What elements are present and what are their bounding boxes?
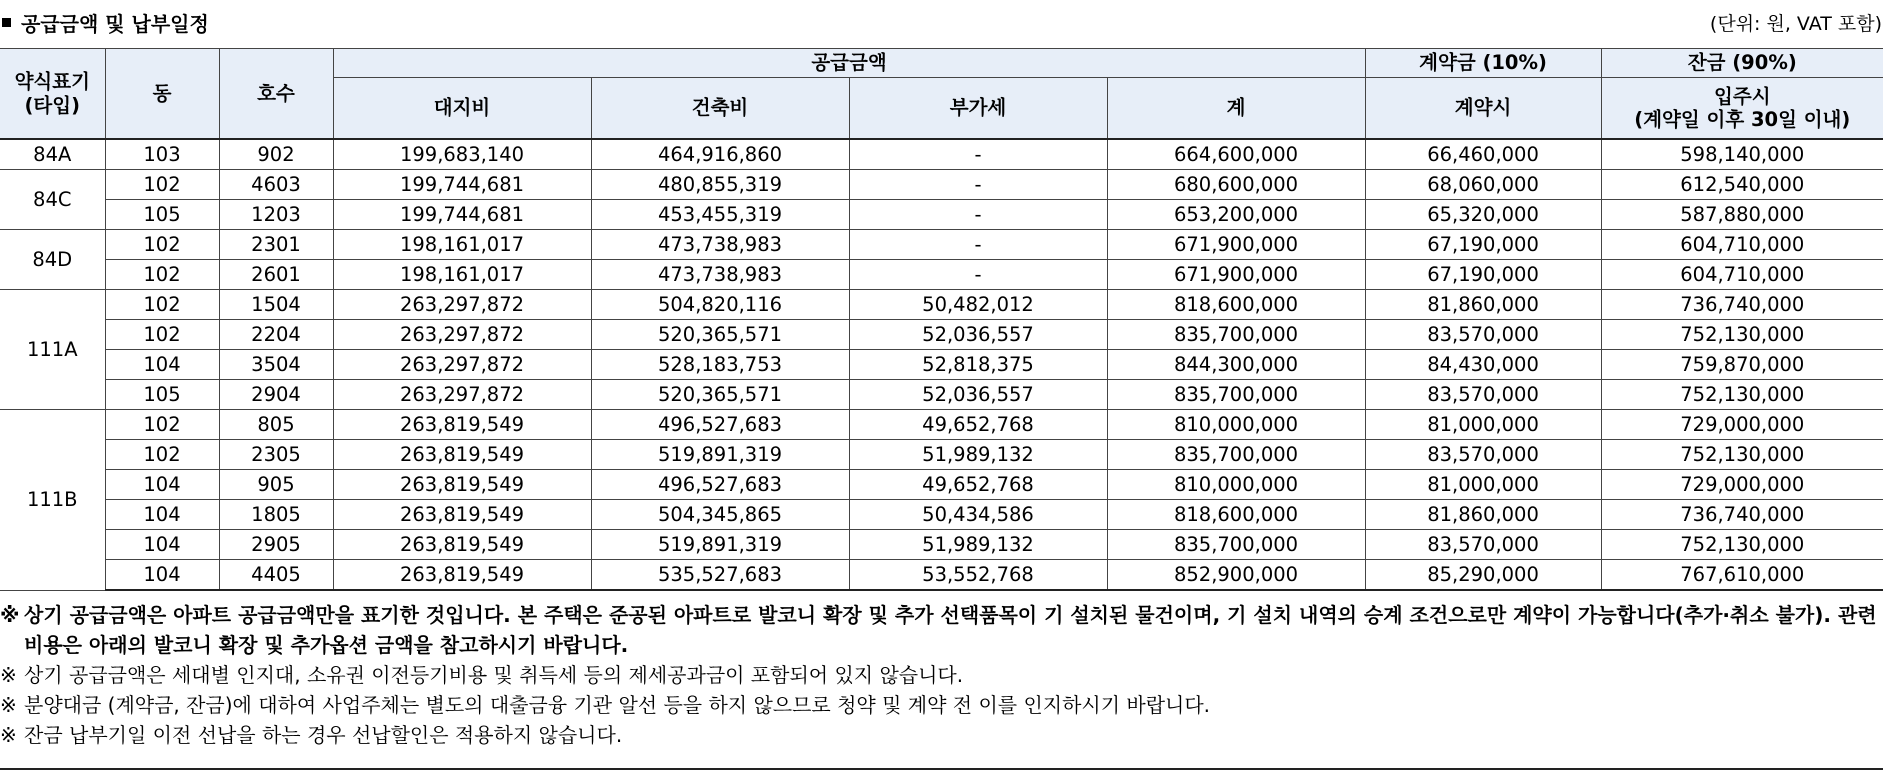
cell-total: 664,600,000	[1107, 139, 1365, 170]
cell-deposit: 67,190,000	[1365, 260, 1601, 290]
cell-ho: 902	[219, 139, 333, 170]
cell-deposit: 68,060,000	[1365, 170, 1601, 200]
cell-ho: 4603	[219, 170, 333, 200]
note-text: 분양대금 (계약금, 잔금)에 대하여 사업주체는 별도의 대출금융 기관 알선 등을 하지 않으므로 청약 및 계약 전 이를 인지하시기 바랍니다.	[24, 693, 1211, 717]
cell-land: 199,744,681	[333, 170, 591, 200]
table-row	[0, 139, 1883, 170]
cell-total: 671,900,000	[1107, 260, 1365, 290]
cell-balance: 729,000,000	[1601, 410, 1883, 440]
cell-balance: 736,740,000	[1601, 290, 1883, 320]
note-text: 상기 공급금액은 세대별 인지대, 소유권 이전등기비용 및 취득세 등의 제세공과금이 포함되어 있지 않습니다.	[24, 663, 964, 687]
header-deposit-sub: 계약시	[1365, 78, 1601, 140]
cell-deposit: 83,570,000	[1365, 380, 1601, 410]
cell-dong: 103	[105, 139, 219, 170]
cell-vat: 51,989,132	[849, 530, 1107, 560]
table-row	[0, 290, 1883, 320]
cell-dong: 104	[105, 470, 219, 500]
table-row	[0, 350, 1883, 380]
cell-ho: 805	[219, 410, 333, 440]
header-balance-sub-note: (계약일 이후 30일 이내)	[1634, 108, 1851, 131]
cell-balance: 604,710,000	[1601, 230, 1883, 260]
cell-ho: 2601	[219, 260, 333, 290]
header-total: 계	[1107, 78, 1365, 140]
cell-balance: 759,870,000	[1601, 350, 1883, 380]
cell-vat: -	[849, 170, 1107, 200]
table-row	[0, 200, 1883, 230]
cell-balance: 604,710,000	[1601, 260, 1883, 290]
cell-dong: 102	[105, 440, 219, 470]
cell-deposit: 65,320,000	[1365, 200, 1601, 230]
cell-type: 111B	[0, 410, 105, 591]
cell-vat: -	[849, 139, 1107, 170]
cell-dong: 102	[105, 320, 219, 350]
cell-deposit: 84,430,000	[1365, 350, 1601, 380]
note-text: 잔금 납부기일 이전 선납을 하는 경우 선납할인은 적용하지 않습니다.	[24, 723, 623, 747]
cell-balance: 587,880,000	[1601, 200, 1883, 230]
cell-build: 504,345,865	[591, 500, 849, 530]
cell-land: 263,819,549	[333, 440, 591, 470]
cell-vat: 49,652,768	[849, 470, 1107, 500]
cell-vat: 53,552,768	[849, 560, 1107, 591]
cell-dong: 102	[105, 230, 219, 260]
cell-build: 528,183,753	[591, 350, 849, 380]
cell-build: 480,855,319	[591, 170, 849, 200]
section-title-text: 공급금액 및 납부일정	[21, 11, 209, 36]
cell-land: 198,161,017	[333, 260, 591, 290]
cell-land: 199,683,140	[333, 139, 591, 170]
cell-ho: 1504	[219, 290, 333, 320]
cell-balance: 736,740,000	[1601, 500, 1883, 530]
cell-land: 263,819,549	[333, 530, 591, 560]
header-supply: 공급금액	[333, 49, 1365, 78]
header-vat: 부가세	[849, 78, 1107, 140]
header-type-label: 약식표기	[14, 70, 90, 94]
cell-land: 198,161,017	[333, 230, 591, 260]
cell-total: 818,600,000	[1107, 290, 1365, 320]
header-build: 건축비	[591, 78, 849, 140]
unit-note: (단위: 원, VAT 포함)	[1709, 12, 1882, 35]
table-row	[0, 320, 1883, 350]
cell-type: 84A	[0, 139, 105, 170]
table-row	[0, 410, 1883, 440]
header-ho: 호수	[219, 49, 333, 140]
cell-land: 263,297,872	[333, 350, 591, 380]
cell-vat: 52,818,375	[849, 350, 1107, 380]
cell-balance: 612,540,000	[1601, 170, 1883, 200]
title-row	[0, 4, 1882, 40]
table-row	[0, 560, 1883, 591]
cell-ho: 905	[219, 470, 333, 500]
header-deposit: 계약금 (10%)	[1365, 49, 1601, 78]
square-bullet-icon	[2, 18, 11, 27]
cell-land: 263,819,549	[333, 560, 591, 591]
cell-deposit: 83,570,000	[1365, 440, 1601, 470]
bottom-divider	[0, 768, 1883, 770]
cell-ho: 1203	[219, 200, 333, 230]
cell-deposit: 81,000,000	[1365, 410, 1601, 440]
cell-deposit: 85,290,000	[1365, 560, 1601, 591]
cell-deposit: 81,000,000	[1365, 470, 1601, 500]
cell-dong: 102	[105, 410, 219, 440]
cell-total: 818,600,000	[1107, 500, 1365, 530]
cell-deposit: 81,860,000	[1365, 500, 1601, 530]
notes	[0, 600, 1883, 750]
cell-vat: 50,482,012	[849, 290, 1107, 320]
cell-type: 84C	[0, 170, 105, 230]
cell-vat: -	[849, 200, 1107, 230]
table-row	[0, 440, 1883, 470]
cell-deposit: 66,460,000	[1365, 139, 1601, 170]
cell-deposit: 81,860,000	[1365, 290, 1601, 320]
cell-build: 520,365,571	[591, 320, 849, 350]
header-land: 대지비	[333, 78, 591, 140]
cell-build: 496,527,683	[591, 470, 849, 500]
cell-ho: 2301	[219, 230, 333, 260]
cell-balance: 752,130,000	[1601, 440, 1883, 470]
cell-build: 496,527,683	[591, 410, 849, 440]
cell-vat: 52,036,557	[849, 320, 1107, 350]
cell-dong: 102	[105, 290, 219, 320]
cell-total: 835,700,000	[1107, 530, 1365, 560]
reference-mark-icon: ※	[0, 603, 20, 627]
cell-balance: 752,130,000	[1601, 530, 1883, 560]
cell-ho: 2305	[219, 440, 333, 470]
cell-vat: -	[849, 260, 1107, 290]
cell-dong: 102	[105, 260, 219, 290]
cell-build: 473,738,983	[591, 260, 849, 290]
cell-ho: 3504	[219, 350, 333, 380]
cell-balance: 767,610,000	[1601, 560, 1883, 591]
cell-total: 810,000,000	[1107, 410, 1365, 440]
cell-ho: 4405	[219, 560, 333, 591]
header-balance-sub	[1601, 78, 1883, 140]
cell-balance: 752,130,000	[1601, 380, 1883, 410]
table-row	[0, 380, 1883, 410]
cell-land: 263,297,872	[333, 290, 591, 320]
cell-dong: 104	[105, 500, 219, 530]
cell-land: 263,819,549	[333, 470, 591, 500]
table-row	[0, 470, 1883, 500]
cell-type: 111A	[0, 290, 105, 410]
cell-total: 835,700,000	[1107, 380, 1365, 410]
cell-ho: 2905	[219, 530, 333, 560]
cell-vat: 51,989,132	[849, 440, 1107, 470]
cell-build: 519,891,319	[591, 440, 849, 470]
cell-ho: 2904	[219, 380, 333, 410]
table-row	[0, 170, 1883, 200]
cell-deposit: 83,570,000	[1365, 530, 1601, 560]
note-item	[0, 690, 1883, 720]
table-row	[0, 530, 1883, 560]
reference-mark-icon: ※	[0, 693, 17, 717]
cell-deposit: 67,190,000	[1365, 230, 1601, 260]
table-row	[0, 260, 1883, 290]
cell-build: 520,365,571	[591, 380, 849, 410]
cell-dong: 105	[105, 380, 219, 410]
cell-balance: 598,140,000	[1601, 139, 1883, 170]
section-title	[0, 8, 209, 37]
table-body	[0, 139, 1883, 590]
table-row	[0, 500, 1883, 530]
cell-total: 671,900,000	[1107, 230, 1365, 260]
cell-deposit: 83,570,000	[1365, 320, 1601, 350]
cell-total: 835,700,000	[1107, 320, 1365, 350]
note-text: 상기 공급금액은 아파트 공급금액만을 표기한 것입니다. 본 주택은 준공된 아파트로 발코니 확장 및 추가 선택품목이 기 설치된 물건이며, 기 설치 내역의 승계 조건으로만 계약이 가능합니다(추가·취소 불가). 관련 비용은 아래의 발코니 확장 및 추가옵션 금액을 참고하시기 바랍니다.	[24, 603, 1877, 657]
cell-land: 263,819,549	[333, 410, 591, 440]
cell-build: 464,916,860	[591, 139, 849, 170]
note-item	[0, 600, 1883, 660]
header-balance-sub-label: 입주시	[1714, 84, 1771, 108]
note-item	[0, 720, 1883, 750]
cell-build: 519,891,319	[591, 530, 849, 560]
cell-build: 504,820,116	[591, 290, 849, 320]
header-type	[0, 49, 105, 140]
cell-vat: -	[849, 230, 1107, 260]
reference-mark-icon: ※	[0, 723, 17, 747]
cell-build: 535,527,683	[591, 560, 849, 591]
cell-land: 263,297,872	[333, 320, 591, 350]
cell-land: 263,819,549	[333, 500, 591, 530]
cell-vat: 50,434,586	[849, 500, 1107, 530]
reference-mark-icon: ※	[0, 663, 17, 687]
cell-dong: 105	[105, 200, 219, 230]
note-item	[0, 660, 1883, 690]
cell-type: 84D	[0, 230, 105, 290]
cell-dong: 102	[105, 170, 219, 200]
cell-dong: 104	[105, 530, 219, 560]
cell-total: 844,300,000	[1107, 350, 1365, 380]
cell-land: 199,744,681	[333, 200, 591, 230]
header-balance: 잔금 (90%)	[1601, 49, 1883, 78]
cell-total: 680,600,000	[1107, 170, 1365, 200]
header-type-sub: (타입)	[24, 93, 80, 117]
cell-land: 263,297,872	[333, 380, 591, 410]
cell-ho: 2204	[219, 320, 333, 350]
cell-balance: 729,000,000	[1601, 470, 1883, 500]
cell-dong: 104	[105, 560, 219, 591]
cell-total: 835,700,000	[1107, 440, 1365, 470]
cell-ho: 1805	[219, 500, 333, 530]
cell-balance: 752,130,000	[1601, 320, 1883, 350]
table-row	[0, 230, 1883, 260]
cell-dong: 104	[105, 350, 219, 380]
cell-total: 810,000,000	[1107, 470, 1365, 500]
cell-total: 852,900,000	[1107, 560, 1365, 591]
table-header	[0, 49, 1883, 140]
cell-vat: 52,036,557	[849, 380, 1107, 410]
supply-price-table	[0, 48, 1883, 591]
cell-vat: 49,652,768	[849, 410, 1107, 440]
cell-build: 453,455,319	[591, 200, 849, 230]
cell-build: 473,738,983	[591, 230, 849, 260]
cell-total: 653,200,000	[1107, 200, 1365, 230]
header-dong: 동	[105, 49, 219, 140]
